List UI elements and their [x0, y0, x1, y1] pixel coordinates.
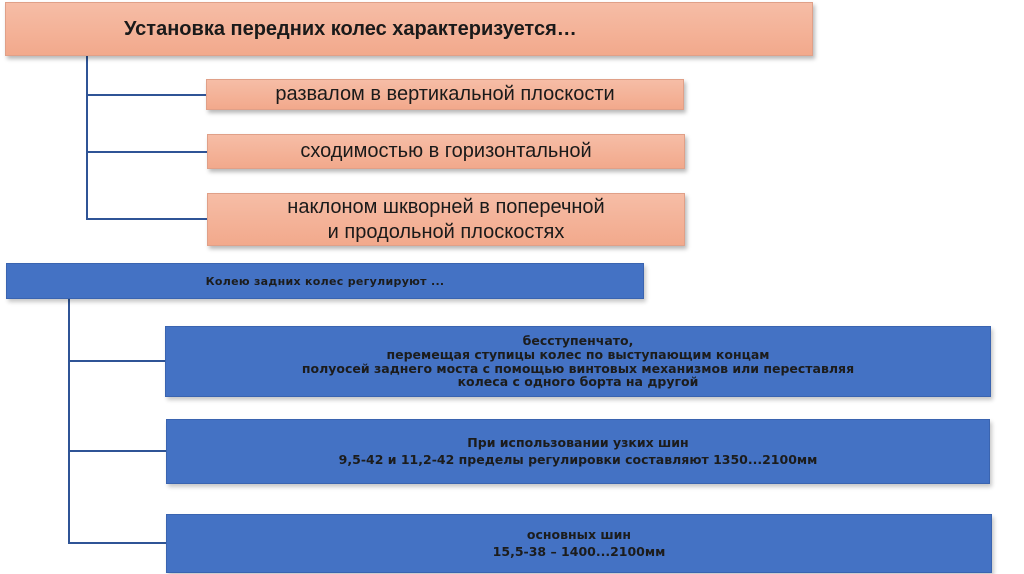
rear-connector-branch-2 [68, 450, 166, 452]
rear-connector-branch-3 [68, 542, 166, 544]
rear-item-stepless [165, 326, 991, 397]
rear-item-narrow-tires [166, 419, 990, 484]
front-item-kingpin-text: наклоном шкворней в поперечной и продольной плоскостях [287, 195, 605, 243]
rear-item-narrow-tires-text: При использовании узких шин 9,5-42 и 11,2-42 пределы регулировки составляют 1350...2100мм [338, 435, 818, 467]
rear-item-main-tires [166, 514, 992, 573]
front-wheels-heading [5, 2, 813, 56]
front-wheels-heading-text: Установка передних колес характеризуется… [124, 17, 577, 40]
front-item-toe [207, 134, 685, 169]
rear-connector-branch-1 [68, 360, 165, 362]
front-item-camber [206, 79, 684, 110]
rear-item-stepless-text: бесступенчато, перемещая ступицы колес по выступающим концам полуосей заднего моста с помощью винтовых механизмов или переставляя колеса с одного борта на другой [301, 333, 855, 390]
rear-track-heading-text: Колею задних колес регулируют ... [205, 274, 445, 288]
rear-connector-trunk [68, 299, 70, 543]
front-item-camber-text: развалом в вертикальной плоскости [275, 83, 615, 105]
front-item-toe-text: сходимостью в горизонтальной [300, 140, 592, 162]
rear-track-heading [6, 263, 644, 299]
front-connector-trunk [86, 56, 88, 219]
front-connector-branch-3 [86, 218, 207, 220]
front-connector-branch-1 [86, 94, 206, 96]
front-item-kingpin [207, 193, 685, 246]
front-connector-branch-2 [86, 151, 207, 153]
rear-item-main-tires-text: основных шин 15,5-38 – 1400...2100мм [492, 527, 666, 559]
